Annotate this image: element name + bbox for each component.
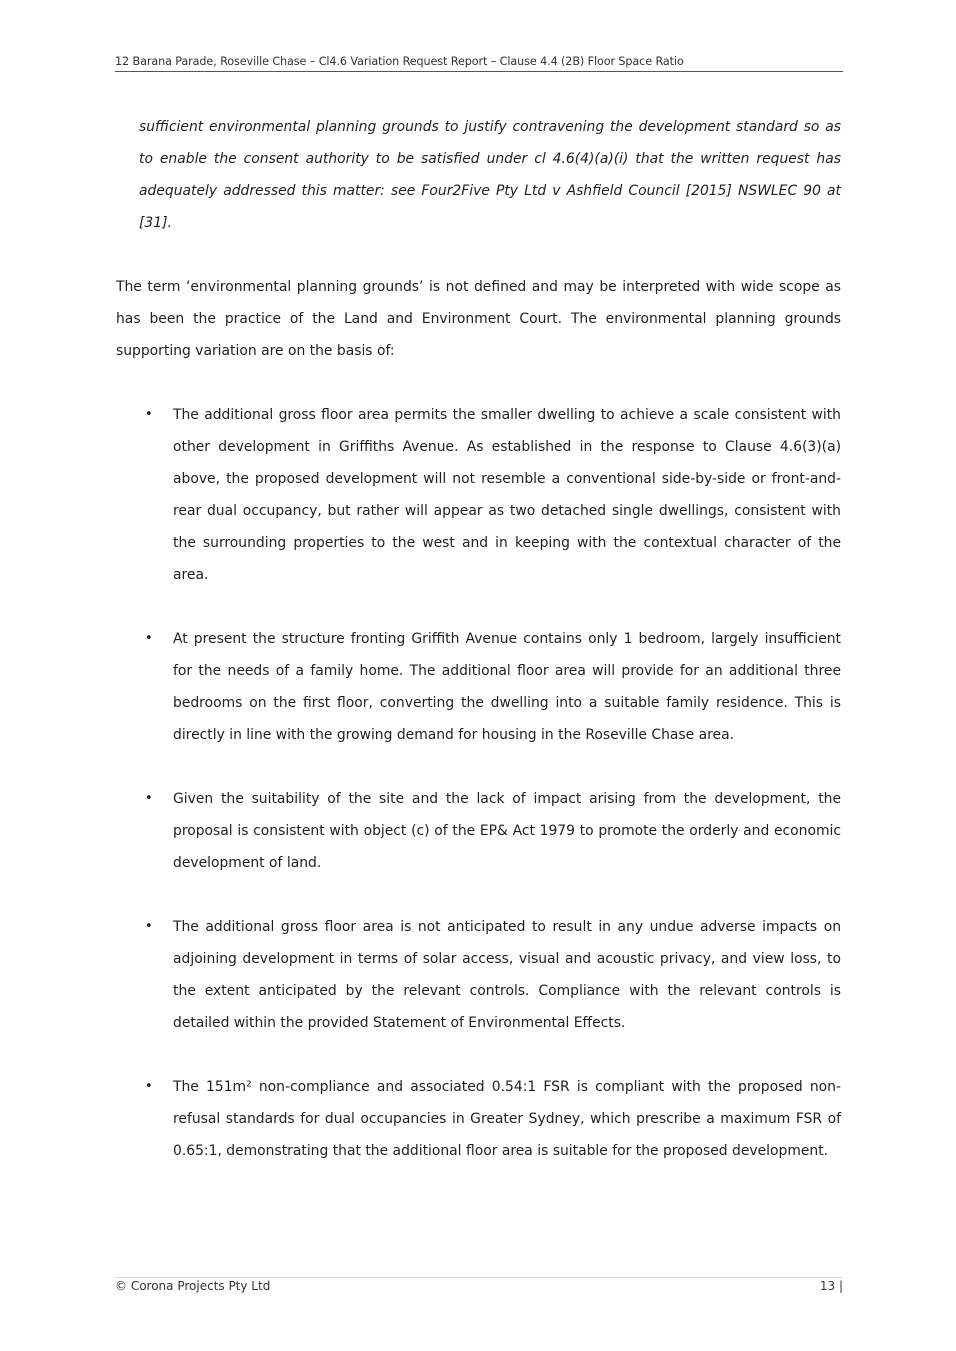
list-item-text: The 151m² non-compliance and associated 0.54:1 FSR is compliant with the proposed non-refusal standards for dual occupancies in Greater Sydney, which prescribe a maximum FSR of 0.65:1, demonstrating that the additional floor area is suitable for the proposed development. [173,1079,841,1159]
footer-divider [115,1277,843,1278]
list-item [145,623,841,751]
list-item [145,1071,841,1167]
list-item [145,783,841,879]
page-body [116,111,841,1199]
bullet-icon: • [145,631,153,646]
bullet-icon: • [145,1079,153,1094]
footer-copyright: © Corona Projects Pty Ltd [115,1279,271,1293]
intro-paragraph: The term ‘environmental planning grounds’ is not defined and may be interpreted with wide scope as has been the practice of the Land and Environment Court. The environmental planning grounds supporting variation are on the basis of: [116,279,841,359]
list-item-text: The additional gross floor area permits the smaller dwelling to achieve a scale consistent with other development in Griffiths Avenue. As established in the response to Clause 4.6(3)(a) above, the proposed development will not resemble a conventional side-by-side or front-and-rear dual occupancy, but rather will appear as two detached single dwellings, consistent with the surrounding properties to the west and in keeping with the contextual character of the area. [173,407,841,583]
page-number: 13 | [819,1279,843,1293]
bullet-icon: • [145,791,153,806]
list-item [145,399,841,591]
quoted-judgment-text: sufficient environmental planning grounds to justify contravening the development standard so as to enable the consent authority to be satisfied under cl 4.6(4)(a)(i) that the written request has adequately addressed this matter: see Four2Five Pty Ltd v Ashfield Council [2015] NSWLEC 90 at [31]. [139,119,841,231]
list-item-text: At present the structure fronting Griffith Avenue contains only 1 bedroom, largely insufficient for the needs of a family home. The additional floor area will provide for an additional three bedrooms on the first floor, converting the dwelling into a suitable family residence. This is directly in line with the growing demand for housing in the Roseville Chase area. [173,631,841,743]
page-header: 12 Barana Parade, Roseville Chase – Cl4.6 Variation Request Report – Clause 4.4 (2B) Floor Space Ratio [115,55,843,72]
list-item [145,911,841,1039]
bullet-icon: • [145,919,153,934]
list-item-text: The additional gross floor area is not anticipated to result in any undue adverse impacts on adjoining development in terms of solar access, visual and acoustic privacy, and view loss, to the extent anticipated by the relevant controls. Compliance with the relevant controls is detailed within the provided Statement of Environmental Effects. [173,919,841,1031]
list-item-text: Given the suitability of the site and the lack of impact arising from the development, the proposal is consistent with object (c) of the EP& Act 1979 to promote the orderly and economic development of land. [173,791,841,871]
grounds-list [116,399,841,1167]
bullet-icon: • [145,407,153,422]
